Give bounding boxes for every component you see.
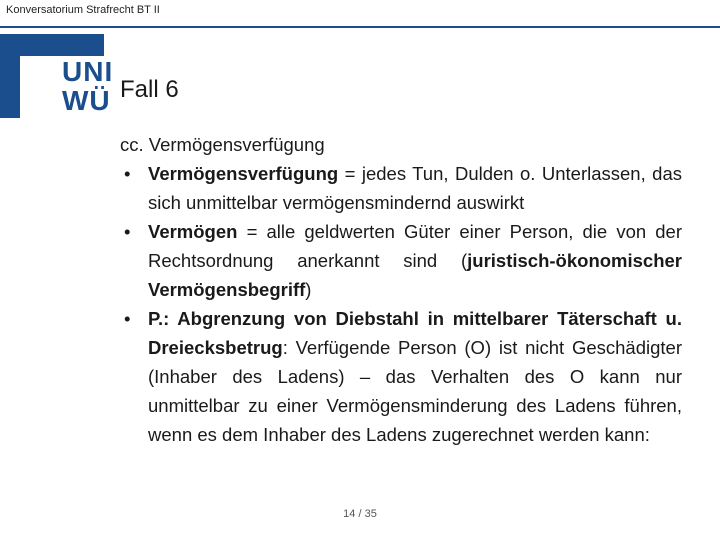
bullet-marker: • (124, 308, 131, 329)
bullet-item-verfuegung (120, 159, 682, 217)
slide-title: Fall 6 (120, 76, 179, 103)
logo-text-wue: WÜ (62, 85, 111, 116)
bullet-marker: • (124, 163, 131, 184)
term-vermoegen: Vermögen (148, 221, 238, 242)
bullet-list (120, 159, 682, 449)
term-problem: P.: Abgrenzung von Diebstahl in mittelbarer Täterschaft u. Dreiecksbetrug (148, 308, 682, 358)
subheading: cc. Vermögensverfügung (120, 134, 325, 155)
header-course-title: Konversatorium Strafrecht BT II (6, 4, 160, 16)
bullet-item-vermoegen (120, 217, 682, 304)
header-divider (0, 26, 720, 28)
definition-vermoegen: = alle geldwerten Güter einer Person, die von der Rechtsordnung anerkannt sind ( (148, 221, 682, 271)
term-verfuegung: Vermögensverfügung (148, 163, 339, 184)
bullet-marker: • (124, 221, 131, 242)
logo-text-uni: UNI (62, 56, 114, 87)
slide-content (120, 130, 682, 449)
definition-verfuegung: = jedes Tun, Dulden o. Unterlassen, das sich unmittelbar vermögensmindernd auswirkt (148, 163, 682, 213)
definition-problem: : Verfügende Person (O) ist nicht Geschädigter (Inhaber des Ladens) – das Verhalten des O kann nur unmittelbar zu einer Vermögensminderung des Ladens führen, wenn es dem Inhaber des Ladens zugerechnet werden kann: (148, 337, 682, 445)
bullet-item-problem (120, 304, 682, 449)
page-number: 14 / 35 (343, 508, 377, 520)
term-vermoegensbegriff: juristisch-ökonomischer Vermögensbegriff (148, 250, 682, 300)
definition-vermoegen-end: ) (305, 279, 312, 300)
